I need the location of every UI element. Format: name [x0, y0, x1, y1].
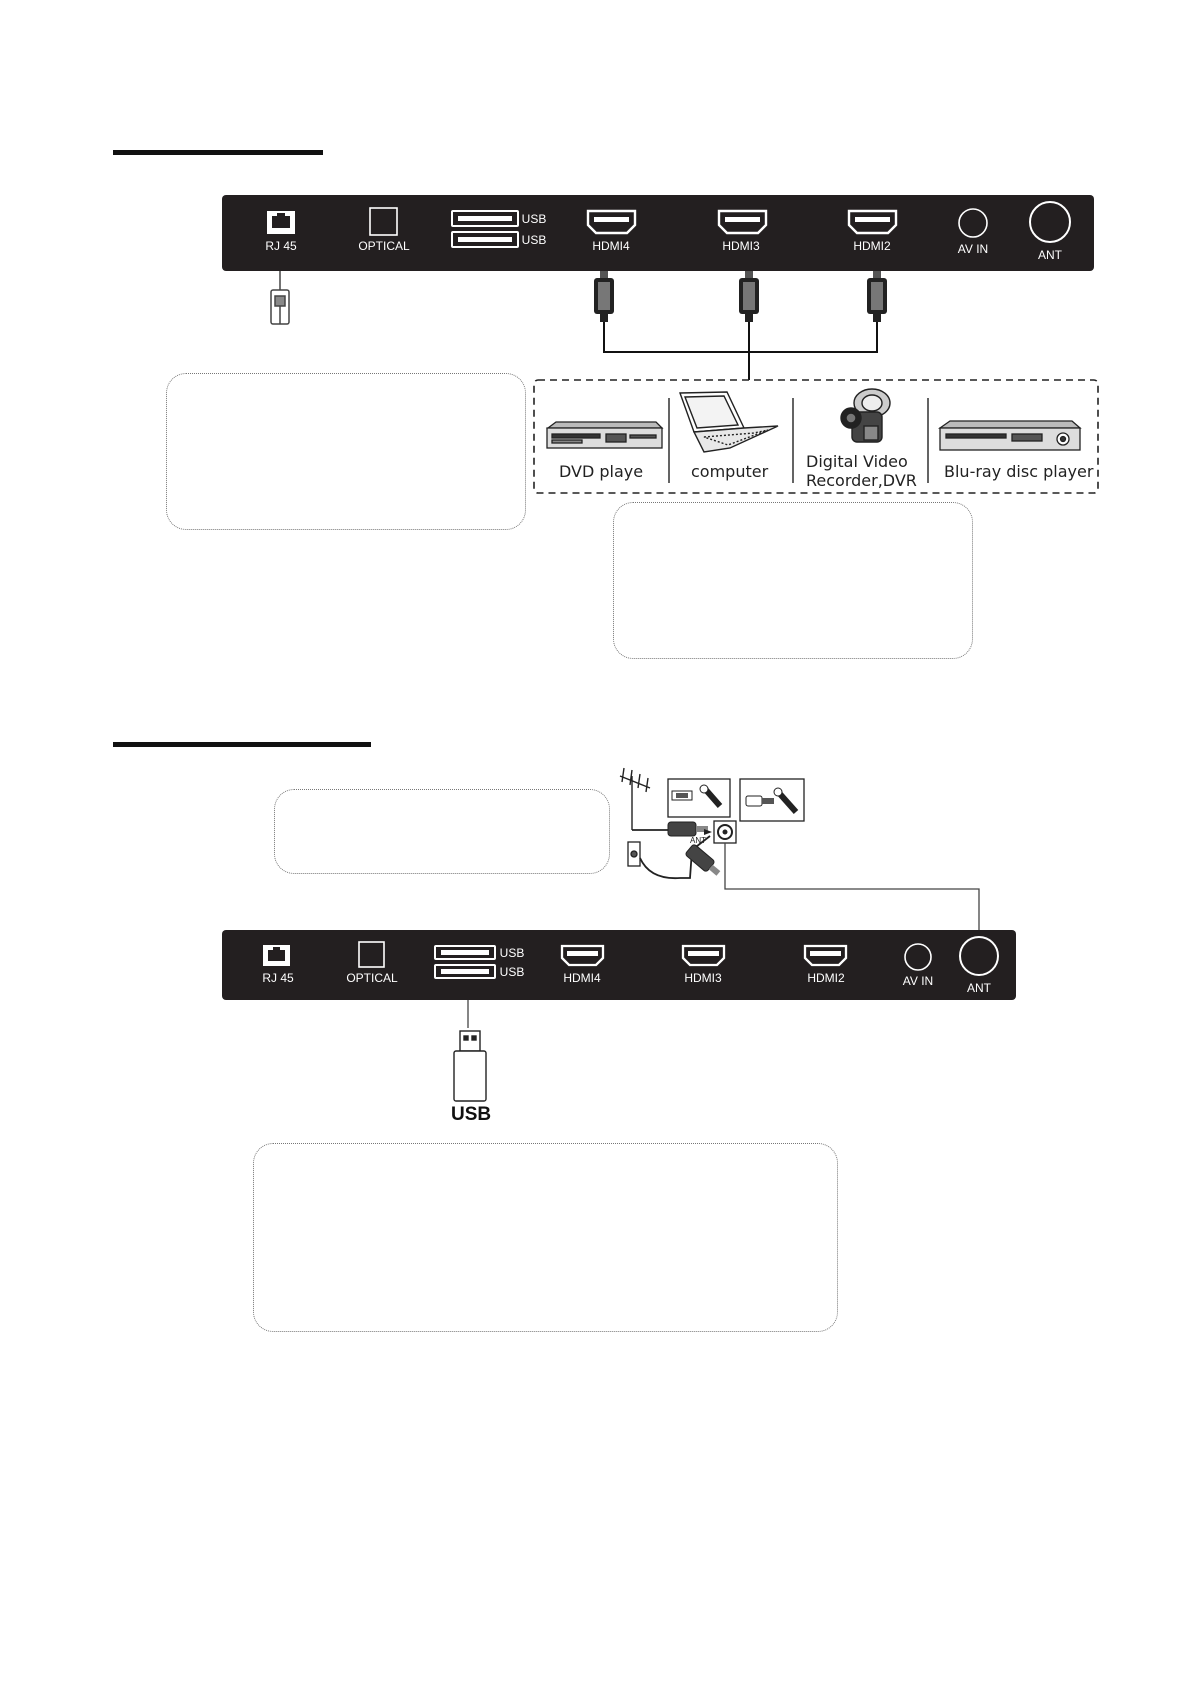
- device-label-dvd: DVD playe: [559, 462, 644, 481]
- port-label-hdmi3: HDMI3: [722, 239, 760, 253]
- port-label-hdmi4: HDMI4: [563, 971, 601, 985]
- antenna-ant-label: ANT: [690, 836, 706, 845]
- device-label-dvr-line1: Digital Video: [806, 452, 908, 471]
- usb-stick-icon: [454, 1031, 486, 1101]
- port-label-rj45: RJ 45: [265, 239, 297, 253]
- port-label-av-in: AV IN: [902, 974, 934, 988]
- device-label-dvr-line2: Recorder,DVR: [806, 471, 917, 490]
- device-label-computer: computer: [691, 462, 769, 481]
- port-label-hdmi3: HDMI3: [684, 971, 722, 985]
- port-label-usb-1: USB: [521, 212, 547, 226]
- port-label-optical: OPTICAL: [346, 971, 398, 985]
- port-label-usb-2: USB: [521, 233, 547, 247]
- device-label-bluray: Blu-ray disc player: [944, 462, 1094, 481]
- port-label-optical: OPTICAL: [358, 239, 410, 253]
- port-label-hdmi4: HDMI4: [592, 239, 630, 253]
- port-label-hdmi2: HDMI2: [853, 239, 891, 253]
- port-label-usb-2: USB: [499, 965, 525, 979]
- port-label-av-in: AV IN: [957, 242, 989, 256]
- port-label-usb-1: USB: [499, 946, 525, 960]
- port-label-ant: ANT: [967, 981, 991, 995]
- usb-stick-caption: USB: [451, 1104, 492, 1125]
- port-label-rj45: RJ 45: [262, 971, 294, 985]
- port-label-hdmi2: HDMI2: [807, 971, 845, 985]
- port-label-ant: ANT: [1038, 248, 1062, 262]
